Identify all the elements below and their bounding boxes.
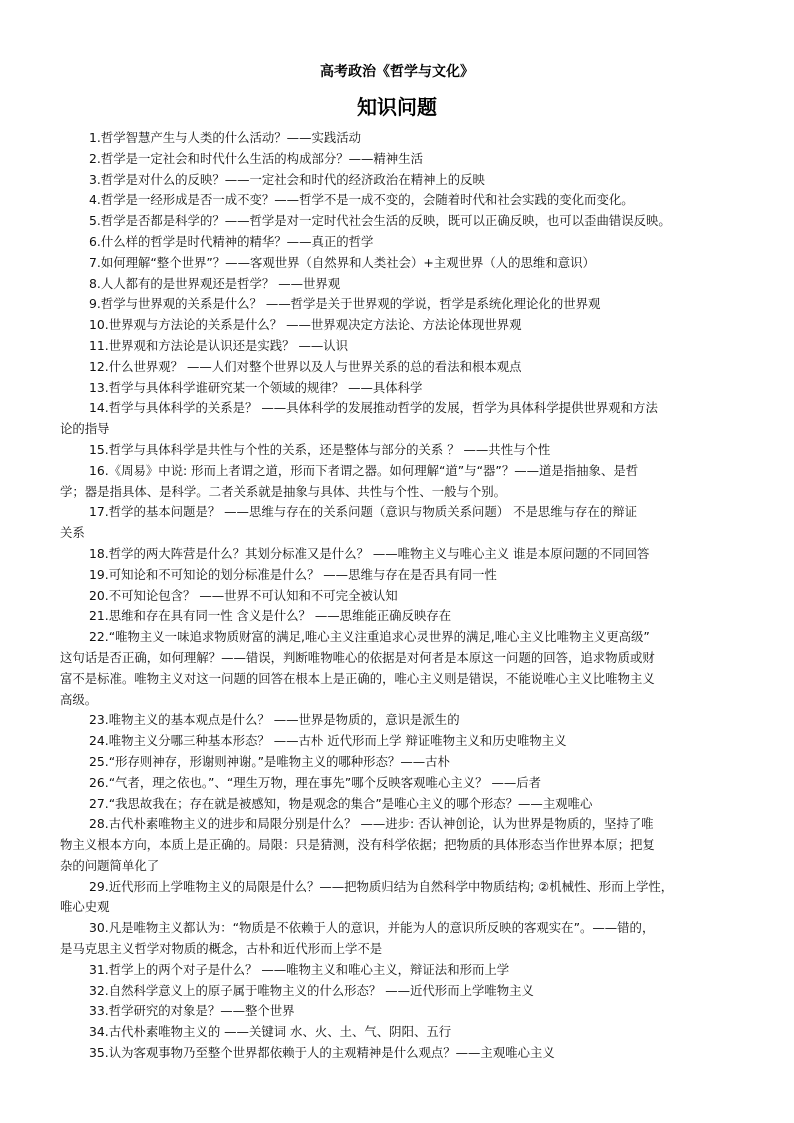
qa-item-line: 3.哲学是对什么的反映？——一定社会和时代的经济政治在精神上的反映 [89, 171, 485, 187]
qa-item-line: 28.古代朴素唯物主义的进步和局限分别是什么？ ——进步: 否认神创论，认为世界是物质的，坚持了唯 [89, 816, 654, 832]
qa-item-line: 24.唯物主义分哪三种基本形态？ ——古朴 近代形而上学 辩证唯物主义和历史唯物主义 [89, 733, 567, 749]
qa-item [89, 1043, 737, 1064]
qa-item-line: 34.古代朴素唯物主义的 ——关键词 水、火、土、气、阴阳、五行 [89, 1024, 452, 1040]
qa-item-line: 8.人人都有的是世界观还是哲学？ ——世界观 [89, 275, 341, 291]
qa-item [89, 794, 737, 815]
qa-item-line: 26.“气者，理之依也。”、“理生万物，理在事先”哪个反映客观唯心主义？ ——后者 [89, 774, 542, 790]
qa-item-line: 21.思维和存在具有同一性 含义是什么？ ——思维能正确反映存在 [89, 608, 452, 624]
qa-item [60, 398, 737, 440]
qa-item [89, 274, 737, 295]
qa-item [89, 960, 737, 981]
qa-item-continuation: 学；器是指具体、是科学。二者关系就是抽象与具体、共性与个性、一般与个别。 [60, 483, 507, 499]
qa-item-line: 27.“我思故我在；存在就是被感知，物是观念的集合”是唯心主义的哪个形态？——主观唯心 [89, 795, 593, 811]
qa-item-line: 1.哲学智慧产生与人类的什么活动？——实践活动 [89, 130, 362, 145]
document-title: 高考政治《哲学与文化》 [320, 64, 474, 80]
qa-item [89, 294, 737, 315]
qa-item-continuation: 这句话是否正确，如何理解？——错误，判断唯物唯心的依据是对何者是本原这一问题的回答，追求物质或财 [60, 649, 655, 665]
qa-item-line: 5.哲学是否都是科学的？——哲学是对一定时代社会生活的反映，既可以正确反映，也可以歪曲错误反映。 [89, 213, 671, 229]
qa-item [89, 710, 737, 731]
qa-item [89, 357, 737, 378]
qa-item-line: 31.哲学上的两个对子是什么？ ——唯物主义和唯心主义，辩证法和形而上学 [89, 961, 510, 977]
qa-item [60, 918, 737, 960]
qa-item [89, 315, 737, 336]
qa-item-line: 23.唯物主义的基本观点是什么？ ——世界是物质的，意识是派生的 [89, 712, 460, 728]
qa-item [89, 586, 737, 607]
qa-item-line: 30.凡是唯物主义都认为：“物质是不依赖于人的意识，并能为人的意识所反映的客观实在”。——错的， [89, 920, 655, 936]
qa-item [89, 565, 737, 586]
document-subtitle: 知识问题 [357, 95, 437, 119]
qa-item-continuation: 唯心史观 [60, 899, 110, 915]
qa-item-line: 11.世界观和方法论是认识还是实践？ ——认识 [89, 337, 349, 353]
qa-item-continuation: 关系 [60, 525, 85, 541]
qa-item [89, 981, 737, 1002]
qa-item [89, 440, 737, 461]
qa-item-line: 35.认为客观事物乃至整个世界都依赖于人的主观精神是什么观点？——主观唯心主义 [89, 1045, 555, 1061]
qa-item-line: 19.可知论和不可知论的划分标准是什么？ ——思维与存在是否具有同一性 [89, 566, 497, 582]
qa-item [89, 232, 737, 253]
qa-item [89, 1001, 737, 1022]
qa-item-continuation: 是马克思主义哲学对物质的概念，古朴和近代形而上学不是 [60, 941, 383, 957]
qa-item [89, 1022, 737, 1043]
qa-item-line: 22.“唯物主义一味追求物质财富的满足,唯心主义注重追求心灵世界的满足,唯心主义比唯物主义更高级” [89, 629, 650, 645]
qa-item-line: 9.哲学与世界观的关系是什么？ ——哲学是关于世界观的学说，哲学是系统化理论化的世界观 [89, 296, 601, 312]
qa-item-line: 29.近代形而上学唯物主义的局限是什么？——把物质归结为自然科学中物质结构; ②机械性、形而上学性， [89, 878, 674, 894]
qa-item-continuation: 论的指导 [60, 421, 110, 437]
qa-list [60, 128, 737, 1064]
qa-item [60, 502, 737, 544]
qa-item-line: 15.哲学与具体科学是共性与个性的关系，还是整体与部分的关系 ？ ——共性与个性 [89, 441, 551, 457]
qa-item-line: 16.《周易》中说: 形而上者谓之道，形而下者谓之器。如何理解“道”与“器”？——道是指抽象、是哲 [89, 462, 639, 478]
qa-item [89, 731, 737, 752]
qa-item-line: 20.不可知论包含？ ——世界不可认知和不可完全被认知 [89, 587, 398, 603]
qa-item-line: 2.哲学是一定社会和时代什么生活的构成部分？——精神生活 [89, 150, 423, 166]
qa-item [60, 627, 737, 710]
qa-item [60, 814, 737, 876]
qa-item [89, 211, 737, 232]
qa-item [89, 773, 737, 794]
qa-item [89, 253, 737, 274]
qa-item [60, 877, 737, 919]
qa-item-line: 33.哲学研究的对象是？——整个世界 [89, 1003, 295, 1019]
qa-item-line: 14.哲学与具体科学的关系是？ ——具体科学的发展推动哲学的发展，哲学为具体科学提供世界观和方法 [89, 400, 658, 416]
qa-item-line: 25.“形存则神存，形谢则神谢。”是唯物主义的哪种形态？——古朴 [89, 753, 450, 769]
qa-item [89, 378, 737, 399]
qa-item-line: 17.哲学的基本问题是？ ——思维与存在的关系问题（意识与物质关系问题） 不是思维与存在的辩证 [89, 504, 637, 520]
qa-item-line: 13.哲学与具体科学谁研究某一个领域的规律？ ——具体科学 [89, 379, 423, 395]
qa-item-continuation: 杂的问题简单化了 [60, 857, 160, 873]
qa-item-continuation: 物主义根本方向，本质上是正确的。局限：只是猜测，没有科学依据；把物质的具体形态当作世界本原；把复 [60, 837, 655, 853]
qa-item-line: 32.自然科学意义上的原子属于唯物主义的什么形态？ ——近代形而上学唯物主义 [89, 982, 534, 998]
qa-item-line: 4.哲学是一经形成是否一成不变？——哲学不是一成不变的，会随着时代和社会实践的变化而变化。 [89, 192, 634, 208]
qa-item [89, 149, 737, 170]
qa-item-line: 7.如何理解“整个世界”？——客观世界（自然界和人类社会）+主观世界（人的思维和意识） [89, 254, 595, 270]
qa-item-line: 6.什么样的哲学是时代精神的精华？——真正的哲学 [89, 233, 374, 249]
qa-item [89, 752, 737, 773]
qa-item-continuation: 高级。 [60, 691, 98, 707]
qa-item [89, 606, 737, 627]
qa-item [89, 336, 737, 357]
qa-item [89, 170, 737, 191]
qa-item [89, 190, 737, 211]
qa-item-line: 18.哲学的两大阵营是什么？其划分标准又是什么？ ——唯物主义与唯心主义 谁是本原问题的不同回答 [89, 545, 650, 561]
qa-item-line: 12.什么世界观？ ——人们对整个世界以及人与世界关系的总的看法和根本观点 [89, 358, 522, 374]
qa-item [60, 461, 737, 503]
qa-item [89, 544, 737, 565]
qa-item-line: 10.世界观与方法论的关系是什么？ ——世界观决定方法论、方法论体现世界观 [89, 317, 522, 333]
qa-item-continuation: 富不是标准。唯物主义对这一问题的回答在根本上是正确的，唯心主义则是错误，不能说唯心主义比唯物主义 [60, 670, 655, 686]
qa-item [89, 128, 737, 149]
